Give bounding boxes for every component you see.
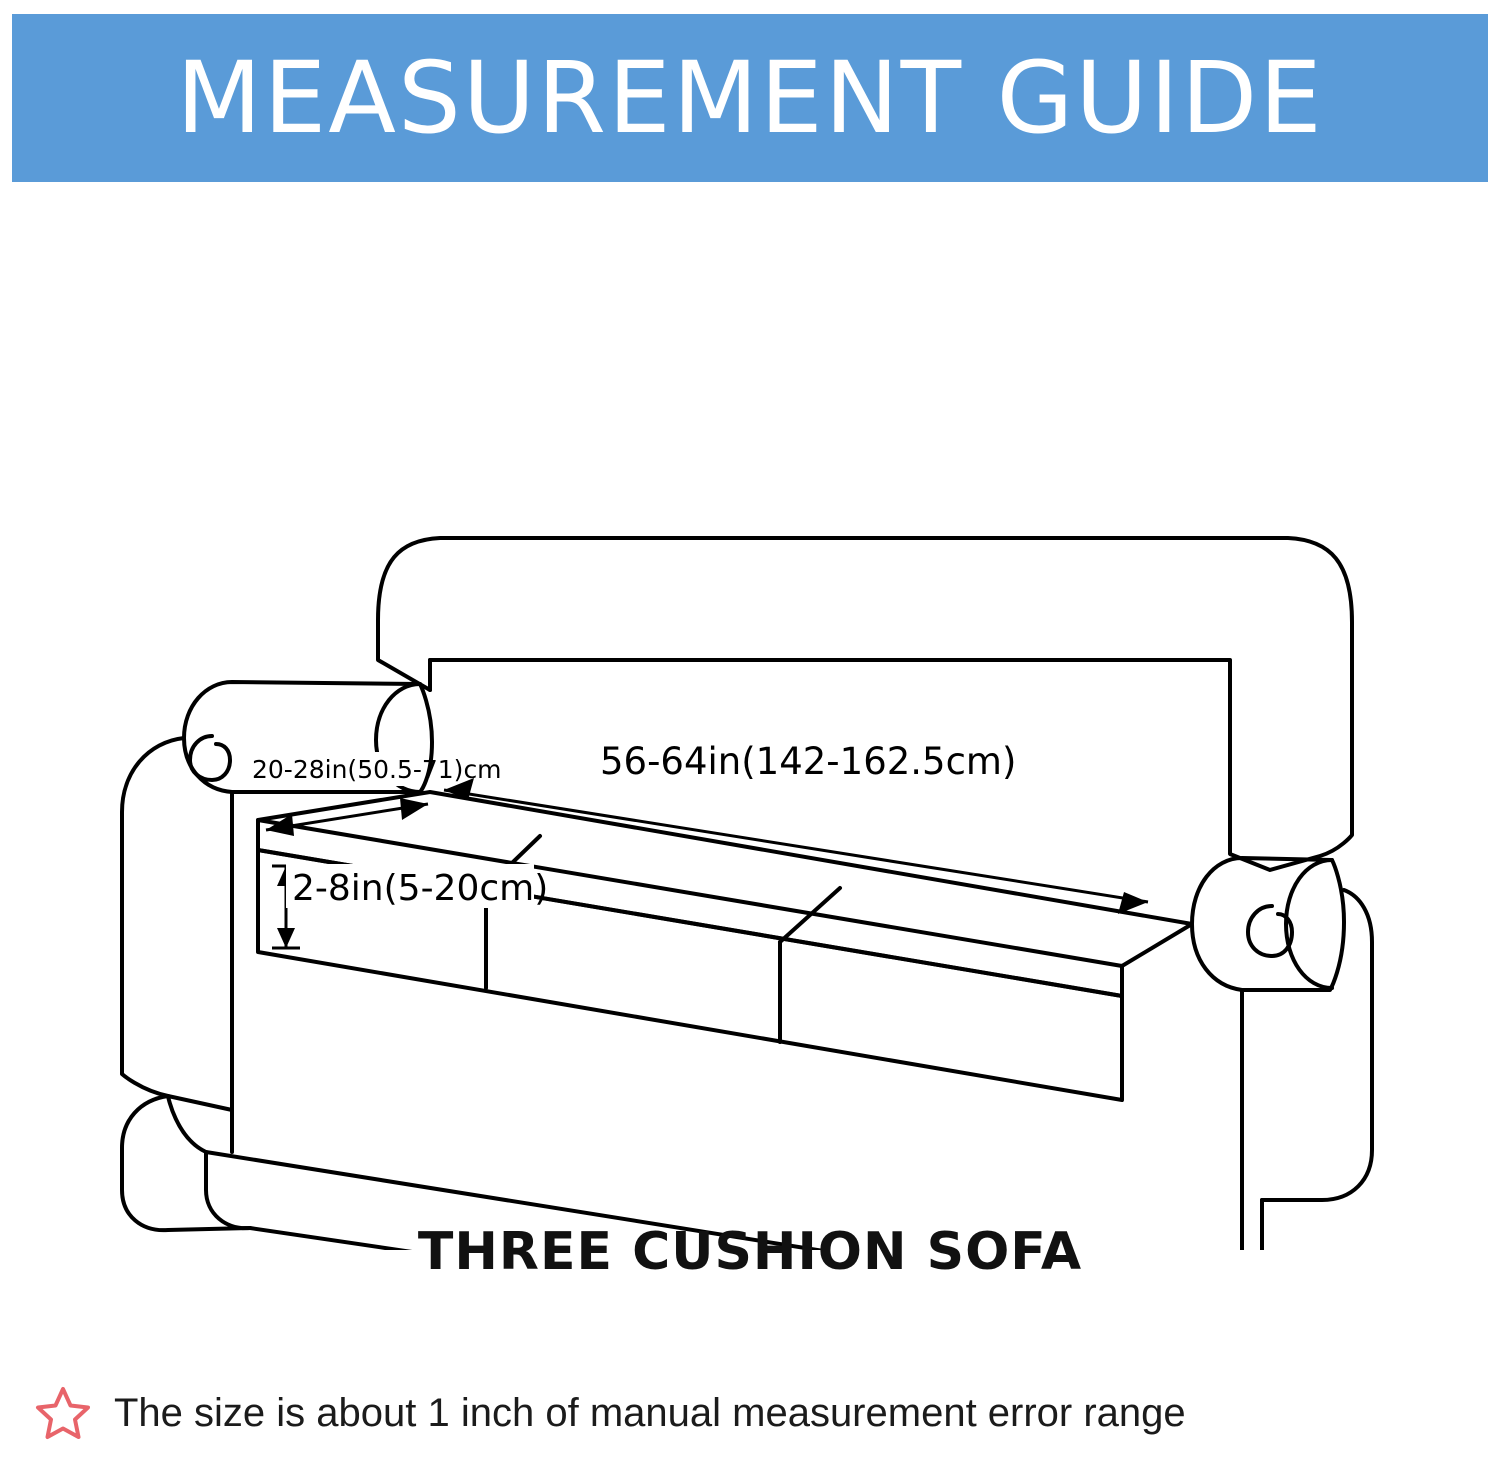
footer-note-text: The size is about 1 inch of manual measurement error range — [114, 1390, 1186, 1435]
diagram-caption: THREE CUSHION SOFA — [417, 1222, 1083, 1282]
page-title: MEASUREMENT GUIDE — [176, 40, 1324, 156]
footer-note — [0, 1368, 1500, 1458]
dimension-label-seat-depth: 20-28in(50.5-71)cm — [252, 755, 502, 784]
star-icon — [34, 1384, 92, 1442]
sofa-diagram — [0, 190, 1500, 1250]
header-banner — [12, 14, 1488, 182]
dimension-label-seat-width: 56-64in(142-162.5cm) — [600, 740, 1017, 783]
dimension-label-cushion-thickness: 2-8in(5-20cm) — [292, 868, 549, 909]
